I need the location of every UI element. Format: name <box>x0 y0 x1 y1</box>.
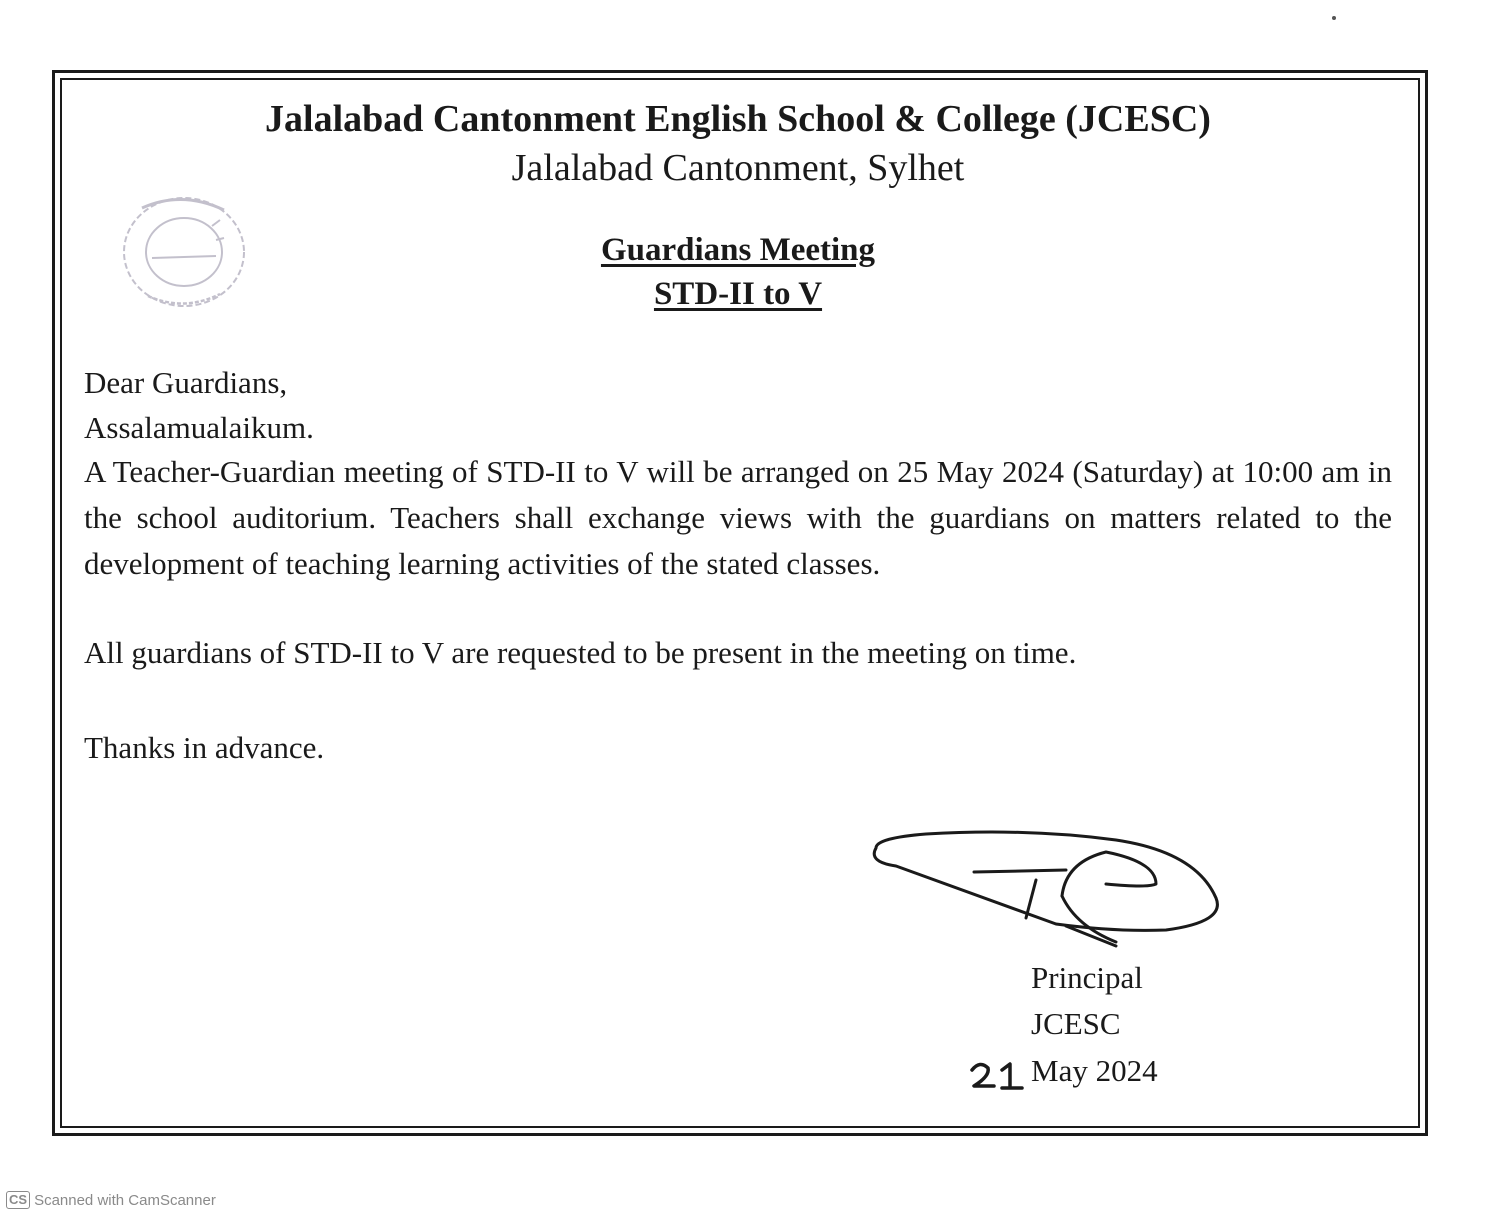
letter-greeting: Assalamualaikum. <box>84 410 314 445</box>
camscanner-watermark <box>6 1189 216 1211</box>
school-address: Jalalabad Cantonment, Sylhet <box>511 147 965 189</box>
notice-title: Guardians Meeting <box>600 232 876 268</box>
signatory-title: Principal <box>1031 960 1143 995</box>
notice-subtitle: STD-II to V <box>653 276 823 312</box>
scan-speck <box>1332 16 1336 20</box>
letter-closing: Thanks in advance. <box>84 730 325 765</box>
handwritten-date-day <box>966 1052 1030 1100</box>
letter-paragraph-attendance-request: All guardians of STD-II to V are requested to be present in the meeting on time. <box>84 635 1077 670</box>
signatory-organization: JCESC <box>1031 1006 1121 1041</box>
camscanner-text: Scanned with CamScanner <box>34 1191 216 1209</box>
letter-salutation: Dear Guardians, <box>84 365 288 400</box>
letter-paragraph-meeting-details: A Teacher-Guardian meeting of STD-II to V will be arranged on 25 May 2024 (Saturday) at 10:00 am in the school auditorium. Teachers shall exchange views with the guardians on matters related to the development of teaching learning activities of the stated classes. <box>84 454 1392 581</box>
camscanner-logo-icon: CS <box>6 1191 30 1209</box>
principal-signature <box>866 822 1226 952</box>
school-name: Jalalabad Cantonment English School & College (JCESC) <box>265 98 1211 140</box>
signatory-date: May 2024 <box>1031 1053 1158 1088</box>
